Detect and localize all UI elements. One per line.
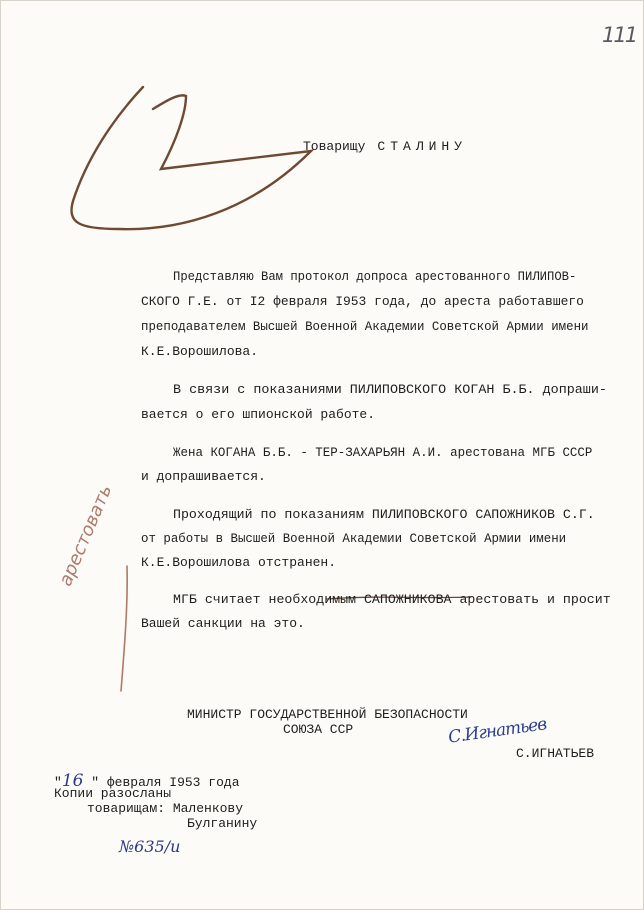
body-line: В связи с показаниями ПИЛИПОВСКОГО КОГАН Б.Б. допраши- xyxy=(173,382,607,397)
body-line: от работы в Высшей Военной Академии Советской Армии имени xyxy=(141,531,567,546)
signatory-name: С.ИГНАТЬЕВ xyxy=(516,746,595,761)
copies-line1: Копии разосланы xyxy=(54,786,172,801)
body-line: преподавателем Высшей Военной Академии Советской Армии имени xyxy=(141,319,589,334)
body-line: К.Е.Ворошилова. xyxy=(141,344,259,359)
addressee-name: СТАЛИНУ xyxy=(377,139,468,154)
resolution-scrawl xyxy=(72,87,311,229)
addressee xyxy=(303,139,467,154)
margin-line xyxy=(121,566,127,691)
page-number: 111 xyxy=(602,23,637,47)
handwritten-signature: С.Игнатьев xyxy=(447,714,548,748)
date-quote: " xyxy=(54,775,62,790)
body-line: СКОГО Г.Е. от I2 февраля I953 года, до ареста работавшего xyxy=(141,294,584,309)
body-line: и допрашивается. xyxy=(141,469,266,484)
body-line: Жена КОГАНА Б.Б. - ТЕР-ЗАХАРЬЯН А.И. арестована МГБ СССР xyxy=(173,445,593,460)
pencil-annotation: арестовать xyxy=(55,481,117,590)
addressee-prefix: Товарищу xyxy=(303,139,366,154)
registration-number: №635/и xyxy=(119,837,181,856)
body-line: МГБ считает необходимым САПОЖНИКОВА арестовать и просит xyxy=(173,592,611,607)
body-line: К.Е.Ворошилова отстранен. xyxy=(141,555,337,570)
copies-line2: товарищам: Маленкову xyxy=(87,801,244,816)
body-line: вается о его шпионской работе. xyxy=(141,407,376,422)
signature-title-line2: СОЮЗА ССР xyxy=(283,722,354,737)
copies-line3: Булганину xyxy=(187,816,258,831)
body-line: Представляю Вам протокол допроса арестованного ПИЛИПОВ- xyxy=(173,269,577,284)
signature-title-line1: МИНИСТР ГОСУДАРСТВЕННОЙ БЕЗОПАСНОСТИ xyxy=(187,707,468,722)
date-day-handwritten: 16 xyxy=(61,771,84,791)
date-month-year: " февраля I953 года xyxy=(91,775,240,790)
body-line: Проходящий по показаниям ПИЛИПОВСКОГО САПОЖНИКОВ С.Г. xyxy=(173,507,595,522)
body-line: Вашей санкции на это. xyxy=(141,616,305,631)
